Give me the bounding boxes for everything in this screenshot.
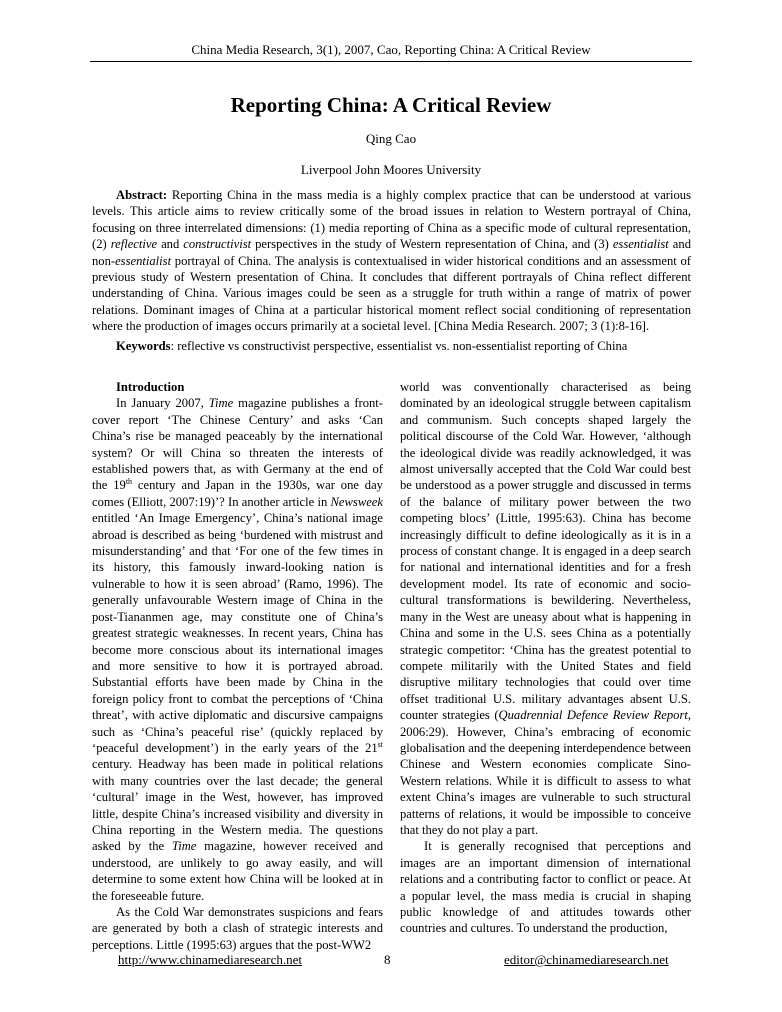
keywords-label: Keywords: [116, 339, 171, 353]
publication-title: Quadrennial Defence Review Report: [498, 708, 688, 723]
abstract-term: constructivist: [183, 237, 252, 252]
abstract-text: and: [157, 237, 184, 252]
publication-title: Newsweek: [330, 494, 383, 509]
publication-title: Time: [171, 839, 197, 854]
body-paragraph: As the Cold War demonstrates suspicions and fears are generated by both a clash of strategic interests and perceptions. Little (1995:63) argues that the post-WW2: [92, 905, 383, 952]
right-column: [400, 379, 691, 937]
ordinal-suffix: th: [125, 477, 133, 487]
body-text: , 2006:29). However, China’s embracing of economic globalisation and the deepening interdependence between Chinese and Western economies complicate Sino-Western relations. While it is difficult to assess to what extent China’s images are vulnerable to such structural patterns of relations, it would be impossible to conceive that they do not play a part.: [400, 708, 691, 837]
ordinal-suffix: st: [377, 739, 383, 749]
left-column: [92, 379, 383, 953]
abstract: [92, 187, 691, 335]
body-text: world was conventionally characterised as being dominated by an ideological struggle between capitalism and communism. Such concepts shaped largely the political discourse of the Cold War. However, ‘although the ideological divide was readily acknowledged, it was almost universally accepted that the Cold War could best be understood as a power struggle and discussed in terms of the balance of military power between the two competing blocs’ (Little, 1995:63). China has become increasingly difficult to define ideologically as it is in a process of constant change. It is engaged in a deep search for national and international identities and for a fresh development model. Its rate of economic and socio-cultural transformations is bewildering. Nevertheless, many in the West are uneasy about what is happening in China and some in the U.S. sees China as a potentially strategic competitor: ‘China has the greatest potential to compete militarily with the United States and field disruptive military technologies that could over time offset traditional U.S. military advantages absent U.S. counter strategies (: [400, 380, 691, 723]
running-header: China Media Research, 3(1), 2007, Cao, Reporting China: A Critical Review: [191, 42, 591, 57]
abstract-term: essentialist: [115, 253, 172, 268]
abstract-text: and non-: [92, 237, 691, 268]
body-text: magazine publishes a front-cover report ‘The Chinese Century’ and asks ‘Can China’s rise be managed peaceably by the international system? Or will China so threaten the interests of established powers that, as with Germany at the end of the 19: [92, 396, 384, 493]
abstract-term: essentialist: [612, 237, 669, 252]
body-text: In January 2007,: [116, 396, 209, 411]
body-text: entitled ‘An Image Emergency’, China’s national image abroad is described as being ‘burdened with mistrust and misunderstanding’ and that ‘For one of the few times in its history, this famously inward-looking nation is vulnerable to how it is seen abroad’ (Ramo, 1996). The generally unfavourable Western image of China in the post-Tiananmen age, may constitute one of China’s greatest strategic weaknesses. In recent years, China has become more conscious about its international images and more sensitive to how it is portrayed abroad. Substantial efforts have been made by China in the foreign policy front to combat the perceptions of ‘China threat’, with active diplomatic and discursive campaigns such as ‘China’s peaceful rise’ (quickly replaced by ‘peaceful development’) in the early years of the 21: [92, 511, 383, 755]
body-text: century. Headway has been made in political relations with many countries over the last decade; the general ‘cultural’ image in the West, however, has improved little, despite China’s increased visibility and diversity in China reporting in the Western media. The questions asked by the: [92, 757, 383, 854]
article-author: Qing Cao: [365, 131, 417, 146]
page-number: 8: [384, 952, 391, 967]
publication-title: Time: [208, 396, 234, 411]
section-heading-introduction: Introduction: [116, 380, 185, 394]
body-text: century and Japan in the 1930s, war one day comes (Elliott, 2007:19)’? In another article in: [92, 478, 383, 509]
abstract-text: perspectives in the study of Western representation of China, and (3): [251, 237, 613, 252]
keywords-text: : reflective vs constructivist perspective, essentialist vs. non-essentialist reporting of China: [170, 339, 628, 353]
keywords: [92, 338, 691, 354]
body-paragraph: [92, 395, 383, 904]
footer-email-link[interactable]: editor@chinamediaresearch.net: [504, 952, 669, 967]
abstract-term: reflective: [110, 237, 158, 252]
body-paragraph: [400, 379, 691, 838]
abstract-text: portrayal of China. The analysis is contextualised in wider historical conditions and an assessment of previous study of Western presentation of China. It concludes that different portrayals of China reflect different understanding of China. Various images could be seen as a struggle for truth within a range of matrix of power relations. Dominant images of China at a particular historical moment reflect social conditioning of representation where the production of images occurs primarily at a societal level. [China Media Research. 2007; 3 (1):8-16].: [92, 253, 691, 334]
body-paragraph: It is generally recognised that perceptions and images are an important dimension of international relations and a contributing factor to conflict or peace. At a popular level, the mass media is crucial in shaping public knowledge of and attitudes towards other countries and cultures. To understand the production,: [400, 839, 691, 936]
header-rule: [90, 61, 692, 62]
article-title: Reporting China: A Critical Review: [230, 93, 552, 117]
abstract-label: Abstract:: [116, 188, 168, 202]
abstract-text: Reporting China in the mass media is a highly complex practice that can be understood at various levels. This article aims to review critically some of the broad issues in relation to Western portrayal of China, focusing on three interrelated dimensions: (1) media reporting of China as a specific mode of cultural representation, (2): [92, 188, 691, 252]
body-text: magazine, however received and understood, are unlikely to go away easily, and will determine to some extent how China will be looked at in the foreseeable future.: [92, 839, 383, 903]
footer-website-link[interactable]: http://www.chinamediaresearch.net: [118, 952, 302, 967]
article-affiliation: Liverpool John Moores University: [300, 162, 482, 177]
